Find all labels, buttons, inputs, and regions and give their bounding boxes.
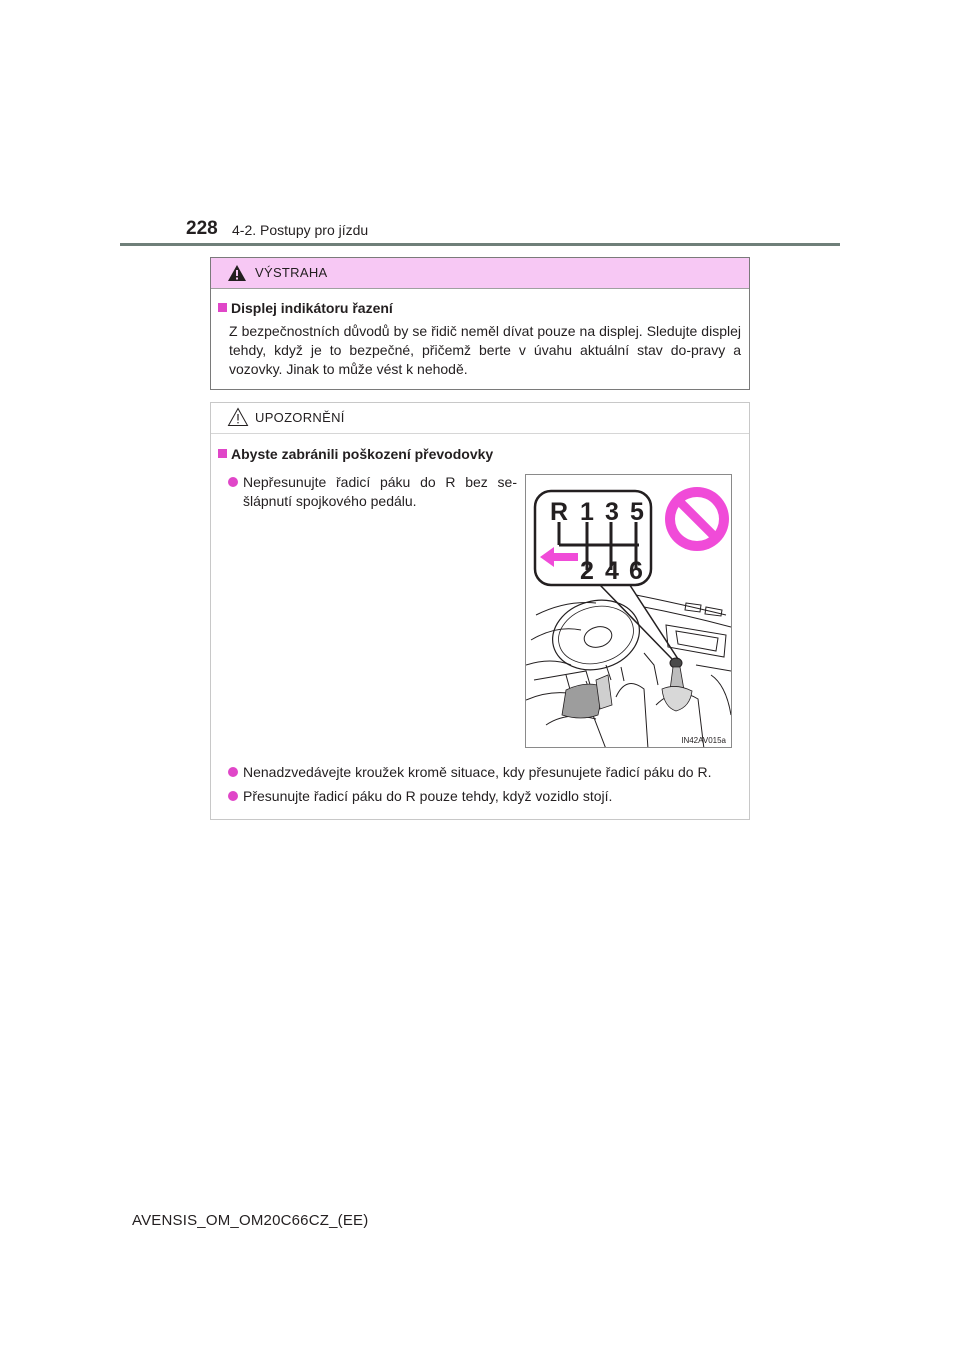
round-bullet-icon [228,477,238,487]
list-item: Přesunujte řadicí páku do R pouze tehdy, když vozidlo stojí. [228,787,748,807]
section-title: 4-2. Postupy pro jízdu [232,222,369,238]
gear-label-r: R [549,498,569,526]
list-item: Nenadzvedávejte kroužek kromě situace, kdy přesunujete řadicí páku do R. [228,763,748,783]
page-number: 228 [186,218,218,239]
gear-label-2: 2 [580,557,594,585]
warning-header [211,258,749,289]
gear-label-6: 6 [629,557,643,585]
square-bullet-icon [218,449,227,458]
warning-label: VÝSTRAHA [255,265,328,280]
shift-pattern-figure [525,474,732,748]
square-bullet-icon [218,303,227,312]
figure-code: IN42AV015a [681,736,726,745]
gear-label-5: 5 [630,498,644,526]
gear-label-4: 4 [605,557,619,585]
gear-label-1: 1 [580,498,594,526]
notice-label: UPOZORNĚNÍ [255,410,345,425]
header-rule [120,243,840,246]
notice-heading: Abyste zabránili poškození převodovky [218,446,493,462]
car-interior-illustration [526,475,732,748]
gear-label-3: 3 [605,498,619,526]
warning-body: Z bezpečnostních důvodů by se řidič neměl dívat pouze na displej. Sledujte displej tehdy, když je to bezpečné, přičemž berte v úvahu aktuální stav do-pravy a vozovky. Jinak to může vést k nehodě. [229,323,741,377]
warning-heading: Displej indikátoru řazení [218,300,393,316]
caution-triangle-icon [227,407,249,432]
warning-triangle-icon [227,264,247,287]
warning-box [210,257,750,390]
list-item: Nepřesunujte řadicí páku do R bez se-šlápnutí spojkového pedálu. [228,473,518,513]
notice-header [211,403,749,434]
round-bullet-icon [228,767,238,777]
footer-doc-id: AVENSIS_OM_OM20C66CZ_(EE) [132,1212,369,1229]
round-bullet-icon [228,791,238,801]
